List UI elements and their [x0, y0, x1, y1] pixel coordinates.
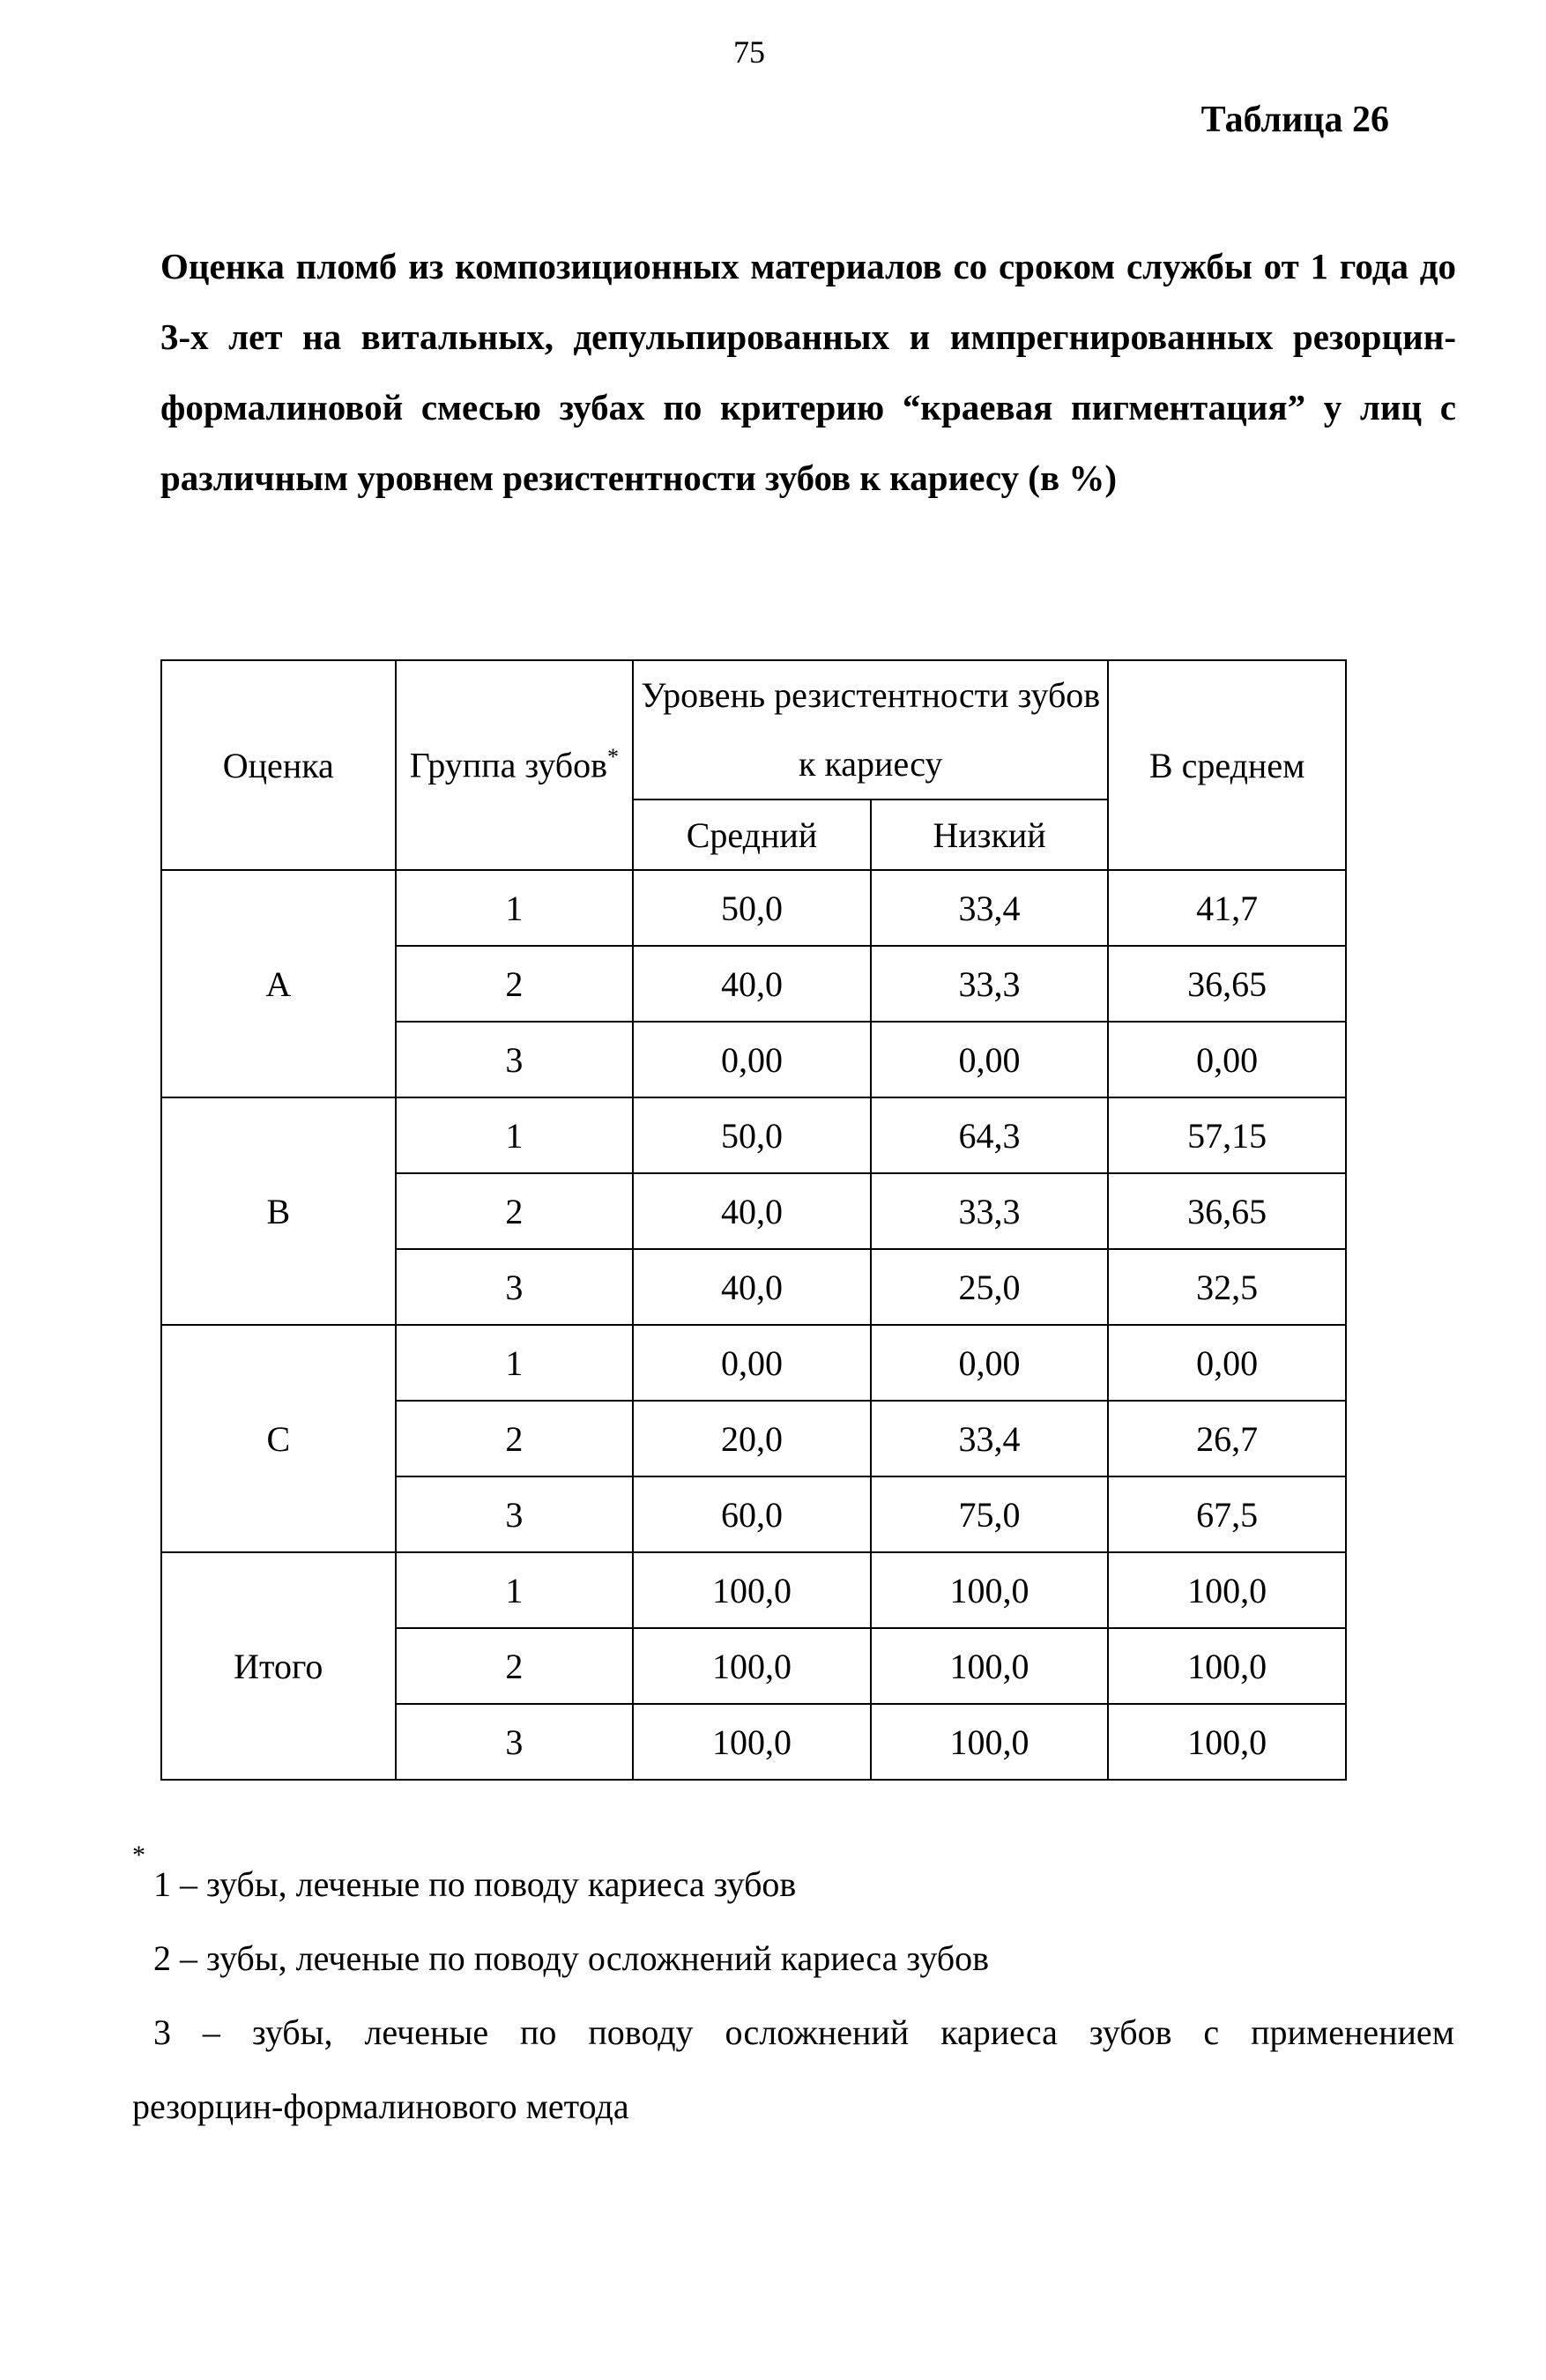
- avg-cell: 100,0: [1108, 1552, 1346, 1628]
- mid-cell: 100,0: [633, 1628, 871, 1704]
- header-mid: Средний: [633, 800, 871, 870]
- mid-cell: 20,0: [633, 1401, 871, 1476]
- table-row: [161, 1552, 1346, 1628]
- avg-cell: 100,0: [1108, 1628, 1346, 1704]
- table-body: [161, 870, 1346, 1780]
- avg-cell: 0,00: [1108, 1325, 1346, 1401]
- page-number: 75: [733, 34, 765, 70]
- mid-cell: 100,0: [633, 1704, 871, 1780]
- header-avg: В среднем: [1108, 660, 1346, 870]
- group-cell: 3: [396, 1249, 634, 1325]
- grade-cell: C: [161, 1325, 396, 1552]
- group-cell: 3: [396, 1704, 634, 1780]
- low-cell: 64,3: [871, 1097, 1109, 1173]
- group-cell: 1: [396, 1552, 634, 1628]
- header-group: [396, 660, 634, 870]
- avg-cell: 0,00: [1108, 1022, 1346, 1097]
- mid-cell: 50,0: [633, 1097, 871, 1173]
- data-table: [160, 659, 1347, 1781]
- mid-cell: 0,00: [633, 1022, 871, 1097]
- footnote-line-4: резорцин-формалинового метода: [132, 2086, 629, 2126]
- header-low: Низкий: [871, 800, 1109, 870]
- avg-cell: 32,5: [1108, 1249, 1346, 1325]
- low-cell: 0,00: [871, 1325, 1109, 1401]
- mid-cell: 60,0: [633, 1476, 871, 1552]
- header-row: [161, 660, 1346, 800]
- low-cell: 0,00: [871, 1022, 1109, 1097]
- avg-cell: 36,65: [1108, 946, 1346, 1022]
- low-cell: 100,0: [871, 1552, 1109, 1628]
- table-label: Таблица 26: [1200, 100, 1389, 140]
- grade-cell: Итого: [161, 1552, 396, 1780]
- avg-cell: 26,7: [1108, 1401, 1346, 1476]
- mid-cell: 40,0: [633, 1249, 871, 1325]
- group-cell: 3: [396, 1022, 634, 1097]
- group-cell: 2: [396, 946, 634, 1022]
- avg-cell: 41,7: [1108, 870, 1346, 946]
- group-cell: 1: [396, 1325, 634, 1401]
- group-cell: 3: [396, 1476, 634, 1552]
- grade-cell: A: [161, 870, 396, 1097]
- low-cell: 100,0: [871, 1704, 1109, 1780]
- group-cell: 2: [396, 1401, 634, 1476]
- group-cell: 1: [396, 870, 634, 946]
- table-caption: Оценка пломб из композиционных материалов со сроком службы от 1 года до 3-х лет на витальных, депульпированных и импрегнированных резорцин-формалиновой смесью зубах по критерию “краевая пигментация” у лиц с различным уровнем резистентности зубов к кариесу (в %): [160, 246, 1456, 498]
- avg-cell: 57,15: [1108, 1097, 1346, 1173]
- mid-cell: 40,0: [633, 1173, 871, 1249]
- low-cell: 33,4: [871, 870, 1109, 946]
- footnote-line-1: 1 – зубы, леченые по поводу кариеса зубов: [153, 1864, 797, 1904]
- footnote-line-2: 2 – зубы, леченые по поводу осложнений кариеса зубов: [153, 1938, 990, 1978]
- table-row: [161, 870, 1346, 946]
- footnote-line-3: 3 – зубы, леченые по поводу осложнений кариеса зубов с применением: [153, 2012, 1454, 2052]
- header-grade: Оценка: [161, 660, 396, 870]
- mid-cell: 50,0: [633, 870, 871, 946]
- avg-cell: 36,65: [1108, 1173, 1346, 1249]
- footnote-mark: *: [132, 1841, 145, 1870]
- grade-cell: B: [161, 1097, 396, 1325]
- low-cell: 100,0: [871, 1628, 1109, 1704]
- group-cell: 1: [396, 1097, 634, 1173]
- group-cell: 2: [396, 1173, 634, 1249]
- header-group-mark: *: [607, 744, 620, 770]
- low-cell: 25,0: [871, 1249, 1109, 1325]
- footnotes: [132, 1841, 1454, 2144]
- avg-cell: 100,0: [1108, 1704, 1346, 1780]
- low-cell: 33,3: [871, 946, 1109, 1022]
- table-row: [161, 1097, 1346, 1173]
- mid-cell: 100,0: [633, 1552, 871, 1628]
- group-cell: 2: [396, 1628, 634, 1704]
- table-header: [161, 660, 1346, 870]
- mid-cell: 0,00: [633, 1325, 871, 1401]
- mid-cell: 40,0: [633, 946, 871, 1022]
- header-group-label: Группа зубов: [409, 745, 608, 785]
- low-cell: 33,3: [871, 1173, 1109, 1249]
- low-cell: 75,0: [871, 1476, 1109, 1552]
- table-row: [161, 1325, 1346, 1401]
- low-cell: 33,4: [871, 1401, 1109, 1476]
- avg-cell: 67,5: [1108, 1476, 1346, 1552]
- header-resistance: Уровень резистентности зубов к кариесу: [633, 660, 1108, 800]
